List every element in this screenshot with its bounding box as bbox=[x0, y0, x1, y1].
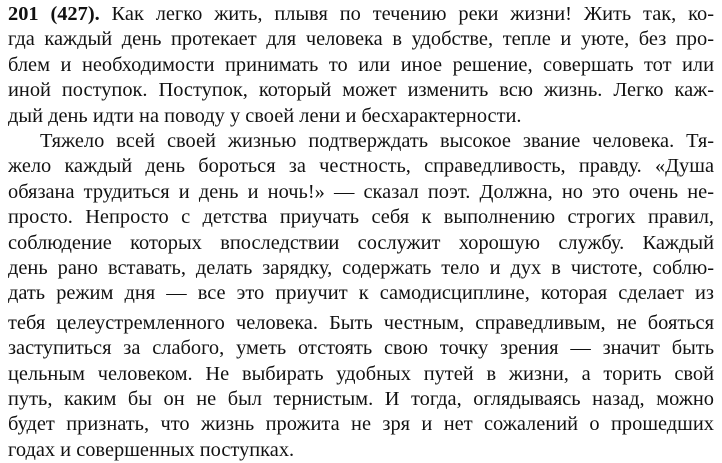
text-line: просто. Непросто с детства приучать себя к выполнению строгих правил, bbox=[8, 206, 714, 229]
text-line: Тяжело всей своей жизнью подтверждать высокое звание человека. Тя- bbox=[40, 130, 714, 152]
text-line: будет признать, что жизнь прожита не зря и нет сожалений о прошедших bbox=[8, 413, 714, 436]
text-line: заступиться за слабого, уметь отстоять свою точку зрения — значит быть bbox=[8, 337, 714, 360]
text-line: день рано вставать, делать зарядку, содержать тело и дух в чистоте, соблю- bbox=[8, 257, 714, 279]
text-line: обязана трудиться и день и ночь!» — сказал поэт. Должна, но это очень не- bbox=[8, 180, 714, 203]
text-line: цельным человеком. Не выбирать удобных путей в жизни, а торить свой bbox=[8, 362, 714, 385]
text-line: путь, каким бы он не был тернистым. И тогда, оглядываясь назад, можно bbox=[8, 388, 714, 410]
text-line: гда каждый день протекает для человека в удобстве, тепле и уюте, без про- bbox=[8, 28, 714, 51]
text-line bbox=[8, 2, 714, 27]
text-line: иной поступок. Поступок, который может изменить всю жизнь. Легко каж- bbox=[8, 79, 714, 102]
text-line: тебя целеустремленного человека. Быть честным, справедливым, не бояться bbox=[8, 311, 714, 334]
text-line: блем и необходимости принимать то или иное решение, совершать тот или bbox=[8, 53, 714, 76]
exercise-number: 201 (427). bbox=[8, 3, 100, 25]
text-line: годах и совершенных поступках. bbox=[8, 438, 295, 461]
text-line: дать режим дня — все это приучит к самодисциплине, которая сделает из bbox=[8, 282, 714, 305]
text-line: соблюдение которых впоследствии сослужит хорошую службу. Каждый bbox=[8, 231, 714, 254]
text-line: жело каждый день бороться за честность, справедливость, правду. «Душа bbox=[8, 155, 714, 178]
text-line-segment: Как легко жить, плывя по течению реки жизни! Жить так, ко- bbox=[99, 3, 714, 25]
text-line: дый день идти на поводу у своей лени и бесхарактерности. bbox=[8, 104, 522, 127]
